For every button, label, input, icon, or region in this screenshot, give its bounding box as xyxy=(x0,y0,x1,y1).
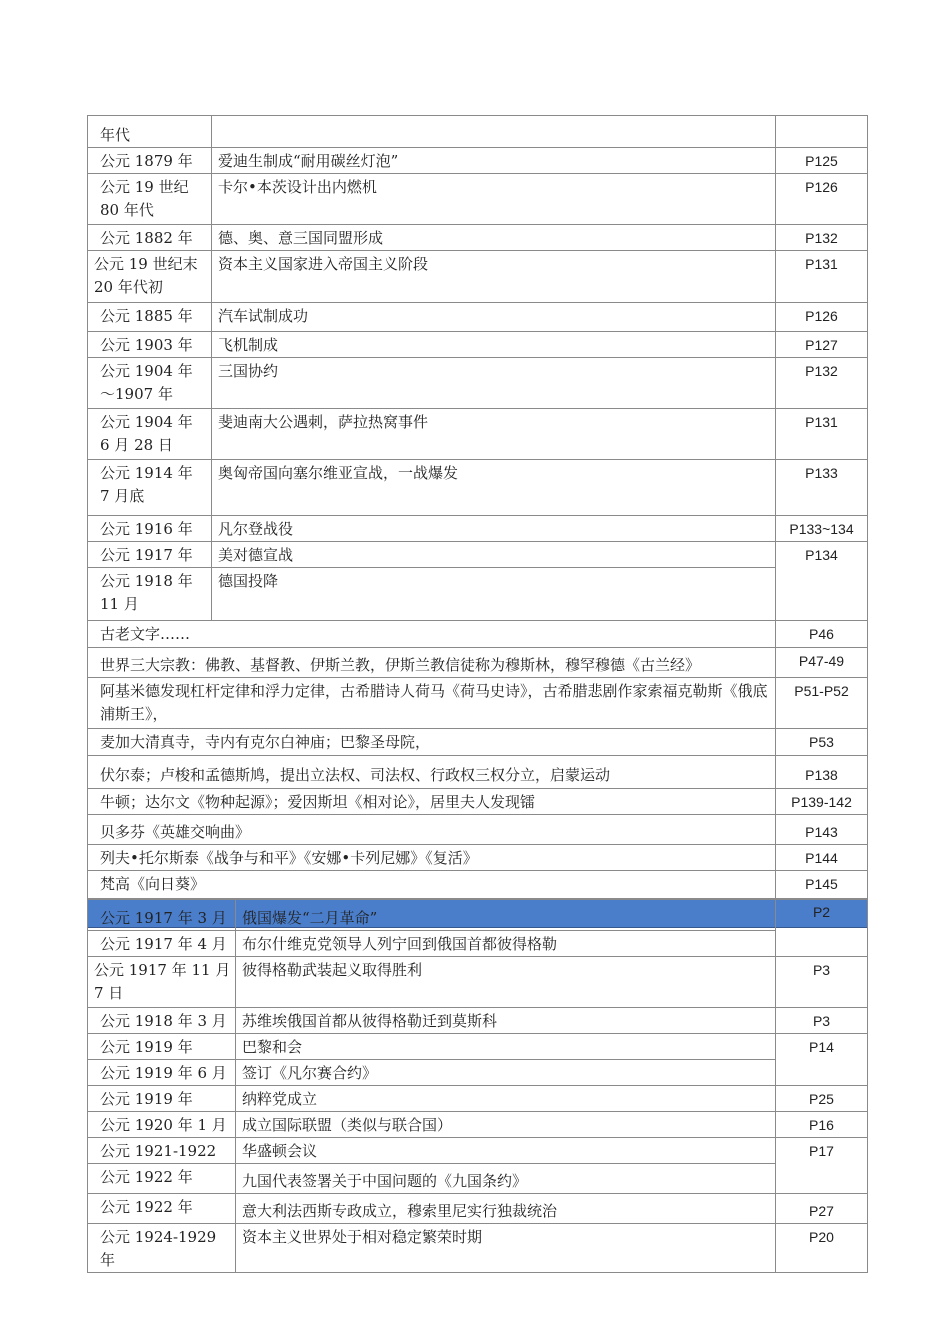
table-row xyxy=(88,845,868,871)
event-cell: 德、奥、意三国同盟形成 xyxy=(212,225,776,251)
date-cell: 公元 1882 年 xyxy=(88,225,212,251)
date-cell: 公元 1904 年～1907 年 xyxy=(88,358,212,409)
table-row xyxy=(88,815,868,845)
date-cell: 公元 1916 年 xyxy=(88,516,212,542)
event-cell: 三国协约 xyxy=(212,358,776,409)
content-cell: 伏尔泰；卢梭和孟德斯鸠，提出立法权、司法权、行政权三权分立，启蒙运动 xyxy=(88,756,776,789)
date-cell: 公元 19 世纪末 20 年代初 xyxy=(88,251,212,303)
table-row xyxy=(88,460,868,516)
timeline-table-2 xyxy=(87,898,868,1273)
event-cell: 斐迪南大公遇刺，萨拉热窝事件 xyxy=(212,409,776,460)
page-cell xyxy=(776,116,868,148)
table-row xyxy=(88,931,868,957)
page-cell: P133~134 xyxy=(776,516,868,542)
content-cell: 梵高《向日葵》 xyxy=(88,871,776,900)
table-row xyxy=(88,116,868,148)
content-cell: 阿基米德发现杠杆定律和浮力定律，古希腊诗人荷马《荷马史诗》，古希腊悲剧作家索福克勒斯《俄底浦斯王》， xyxy=(88,678,776,729)
table-row xyxy=(88,409,868,460)
page-cell: P127 xyxy=(776,332,868,358)
page-cell: P14 xyxy=(776,1034,868,1086)
table-row xyxy=(88,1194,868,1224)
date-cell: 公元 1921-1922 xyxy=(88,1138,236,1164)
event-cell: 卡尔•本茨设计出内燃机 xyxy=(212,174,776,225)
table-row xyxy=(88,251,868,303)
date-cell: 年代 xyxy=(88,116,212,148)
date-cell: 公元 1920 年 1 月 xyxy=(88,1112,236,1138)
event-cell: 巴黎和会 xyxy=(236,1034,776,1060)
date-cell: 公元 1914 年 7 月底 xyxy=(88,460,212,516)
event-cell: 成立国际联盟（类似与联合国） xyxy=(236,1112,776,1138)
date-cell: 公元 1917 年 11 月 7 日 xyxy=(88,957,236,1008)
table-row xyxy=(88,332,868,358)
table-row xyxy=(88,516,868,542)
page-cell: P3 xyxy=(776,957,868,1008)
page-cell: P16 xyxy=(776,1112,868,1138)
table-row xyxy=(88,1034,868,1060)
table-row xyxy=(88,542,868,568)
timeline-table-1 xyxy=(87,115,868,928)
table-row xyxy=(88,1060,868,1086)
page-cell: P46 xyxy=(776,621,868,648)
content-cell: 世界三大宗教：佛教、基督教、伊斯兰教，伊斯兰教信徒称为穆斯林，穆罕穆德《古兰经》 xyxy=(88,648,776,678)
date-cell: 公元 1919 年 6 月 xyxy=(88,1060,236,1086)
date-cell: 公元 1917 年 3 月 xyxy=(88,899,236,931)
event-cell: 德国投降 xyxy=(212,568,776,621)
date-cell: 公元 1917 年 xyxy=(88,542,212,568)
content-cell: 麦加大清真寺，寺内有克尔白神庙；巴黎圣母院， xyxy=(88,729,776,756)
event-cell: 签订《凡尔赛合约》 xyxy=(236,1060,776,1086)
table-row xyxy=(88,1008,868,1034)
page-cell: P133 xyxy=(776,460,868,516)
event-cell: 爱迪生制成“耐用碳丝灯泡” xyxy=(212,148,776,174)
table-row xyxy=(88,1086,868,1112)
event-cell: 布尔什维克党领导人列宁回到俄国首都彼得格勒 xyxy=(236,931,776,957)
page-cell: P144 xyxy=(776,845,868,871)
page-cell: P25 xyxy=(776,1086,868,1112)
date-cell: 公元 1919 年 xyxy=(88,1086,236,1112)
content-cell: 古老文字…… xyxy=(88,621,776,648)
date-cell: 公元 1922 年 xyxy=(88,1164,236,1194)
date-cell: 公元 1904 年 6 月 28 日 xyxy=(88,409,212,460)
table-row xyxy=(88,789,868,815)
page-cell: P143 xyxy=(776,815,868,845)
table-row xyxy=(88,1138,868,1164)
table-row xyxy=(88,568,868,621)
event-cell: 资本主义国家进入帝国主义阶段 xyxy=(212,251,776,303)
table-row xyxy=(88,957,868,1008)
table-row xyxy=(88,303,868,332)
table-row xyxy=(88,358,868,409)
page-cell: P139-142 xyxy=(776,789,868,815)
date-cell: 公元 1879 年 xyxy=(88,148,212,174)
page-cell: P126 xyxy=(776,303,868,332)
event-cell xyxy=(212,116,776,148)
date-cell: 公元 1922 年 xyxy=(88,1194,236,1224)
page-cell: P145 xyxy=(776,871,868,900)
table-row xyxy=(88,621,868,648)
event-cell: 意大利法西斯专政成立，穆索里尼实行独裁统治 xyxy=(236,1194,776,1224)
table-row xyxy=(88,678,868,729)
table-row xyxy=(88,899,868,931)
table-row xyxy=(88,148,868,174)
event-cell: 纳粹党成立 xyxy=(236,1086,776,1112)
page-cell: P20 xyxy=(776,1224,868,1273)
table-row xyxy=(88,871,868,900)
event-cell: 美对德宣战 xyxy=(212,542,776,568)
page-cell: P53 xyxy=(776,729,868,756)
page-cell: P125 xyxy=(776,148,868,174)
table-row xyxy=(88,225,868,251)
event-cell: 俄国爆发“二月革命” xyxy=(236,899,776,931)
table-row xyxy=(88,729,868,756)
page-cell: P126 xyxy=(776,174,868,225)
page-cell: P27 xyxy=(776,1194,868,1224)
event-cell: 凡尔登战役 xyxy=(212,516,776,542)
date-cell: 公元 1918 年 11 月 xyxy=(88,568,212,621)
event-cell: 飞机制成 xyxy=(212,332,776,358)
table-row xyxy=(88,1164,868,1194)
page-cell: P132 xyxy=(776,358,868,409)
date-cell: 公元 1917 年 4 月 xyxy=(88,931,236,957)
page-cell: P138 xyxy=(776,756,868,789)
page-cell: P2 xyxy=(776,899,868,957)
event-cell: 九国代表签署关于中国问题的《九国条约》 xyxy=(236,1164,776,1194)
date-cell: 公元 1919 年 xyxy=(88,1034,236,1060)
page-cell: P134 xyxy=(776,542,868,621)
page-cell: P51-P52 xyxy=(776,678,868,729)
table-row xyxy=(88,1224,868,1273)
content-cell: 列夫•托尔斯泰《战争与和平》《安娜•卡列尼娜》《复活》 xyxy=(88,845,776,871)
event-cell: 奥匈帝国向塞尔维亚宣战，一战爆发 xyxy=(212,460,776,516)
date-cell: 公元 1918 年 3 月 xyxy=(88,1008,236,1034)
date-cell: 公元 1903 年 xyxy=(88,332,212,358)
content-cell: 牛顿；达尔文《物种起源》；爱因斯坦《相对论》，居里夫人发现镭 xyxy=(88,789,776,815)
event-cell: 汽车试制成功 xyxy=(212,303,776,332)
page-cell: P17 xyxy=(776,1138,868,1194)
page-cell: P131 xyxy=(776,251,868,303)
page-cell: P132 xyxy=(776,225,868,251)
date-cell: 公元 1885 年 xyxy=(88,303,212,332)
page-cell: P3 xyxy=(776,1008,868,1034)
event-cell: 彼得格勒武装起义取得胜利 xyxy=(236,957,776,1008)
date-cell: 公元 1924-1929 年 xyxy=(88,1224,236,1273)
date-cell: 公元 19 世纪 80 年代 xyxy=(88,174,212,225)
table-row xyxy=(88,1112,868,1138)
content-cell: 贝多芬《英雄交响曲》 xyxy=(88,815,776,845)
table-row xyxy=(88,174,868,225)
page-cell: P47-49 xyxy=(776,648,868,678)
event-cell: 华盛顿会议 xyxy=(236,1138,776,1164)
event-cell: 苏维埃俄国首都从彼得格勒迁到莫斯科 xyxy=(236,1008,776,1034)
table-row xyxy=(88,756,868,789)
page-cell: P131 xyxy=(776,409,868,460)
event-cell: 资本主义世界处于相对稳定繁荣时期 xyxy=(236,1224,776,1273)
table-row xyxy=(88,648,868,678)
